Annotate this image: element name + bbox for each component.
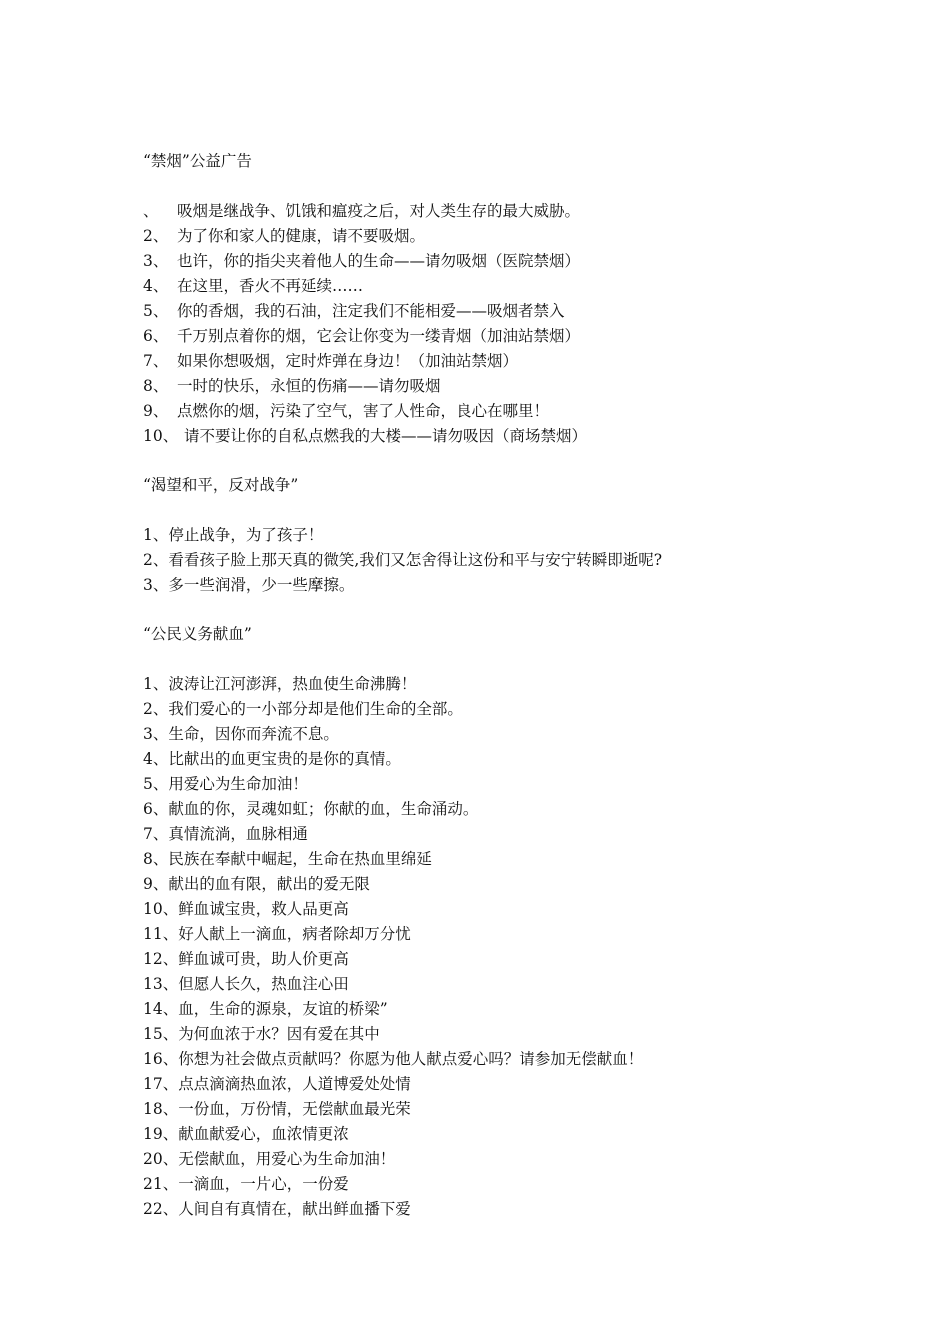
section-blood-donation <box>143 622 923 647</box>
list-item <box>143 922 923 947</box>
item-text: 点点滴滴热血浓，人道博爱处处情 <box>178 1075 411 1093</box>
section-blood-donation-list <box>143 672 923 1222</box>
item-number: 5、 <box>143 302 169 320</box>
list-item <box>143 847 923 872</box>
item-text: 鲜血诚宝贵，救人品更高 <box>178 900 349 918</box>
list-item <box>143 274 923 299</box>
item-text: 看看孩子脸上那天真的微笑,我们又怎舍得让这份和平与安宁转瞬即逝呢? <box>168 551 663 569</box>
list-item <box>143 722 923 747</box>
item-text: 献血的你，灵魂如虹；你献的血，生命涌动。 <box>168 800 479 818</box>
list-item <box>143 822 923 847</box>
list-item <box>143 1172 923 1197</box>
list-item <box>143 1097 923 1122</box>
item-number: 15、 <box>143 1025 179 1043</box>
item-number: 5、 <box>143 775 169 793</box>
list-item <box>143 249 923 274</box>
list-item <box>143 772 923 797</box>
item-number: 17、 <box>143 1075 179 1093</box>
list-item <box>143 399 923 424</box>
item-text: 献血献爱心，血浓情更浓 <box>178 1125 349 1143</box>
item-number: 10、 <box>143 427 179 445</box>
item-text: 比献出的血更宝贵的是你的真情。 <box>168 750 401 768</box>
list-item <box>143 697 923 722</box>
list-item <box>143 374 923 399</box>
item-text: 停止战争，为了孩子！ <box>168 526 324 544</box>
item-text: 生命，因你而奔流不息。 <box>168 725 339 743</box>
item-text: 无偿献血，用爱心为生命加油！ <box>178 1150 396 1168</box>
list-item <box>143 1197 923 1222</box>
item-text: 点燃你的烟，污染了空气，害了人性命，良心在哪里！ <box>177 402 550 420</box>
item-text: 千万别点着你的烟，它会让你变为一缕青烟（加油站禁烟） <box>177 327 581 345</box>
list-item <box>143 997 923 1022</box>
list-item <box>143 199 923 224</box>
item-text: 你想为社会做点贡献吗？你愿为他人献点爱心吗？请参加无偿献血！ <box>178 1050 644 1068</box>
item-number: 7、 <box>143 352 169 370</box>
item-number: 1、 <box>143 526 169 544</box>
item-text: 献出的血有限，献出的爱无限 <box>168 875 370 893</box>
item-text: 一滴血，一片心，一份爱 <box>178 1175 349 1193</box>
section-peace <box>143 473 923 498</box>
item-number: 2、 <box>143 227 169 245</box>
item-number: 10、 <box>143 900 179 918</box>
item-text: 民族在奉献中崛起，生命在热血里绵延 <box>168 850 432 868</box>
item-number: 13、 <box>143 975 179 993</box>
item-number: 18、 <box>143 1100 179 1118</box>
item-text: 你的香烟，我的石油，注定我们不能相爱——吸烟者禁入 <box>177 302 565 320</box>
item-text: 如果你想吸烟，定时炸弹在身边！（加油站禁烟） <box>177 352 519 370</box>
list-item <box>143 349 923 374</box>
item-text: 鲜血诚可贵，助人价更高 <box>178 950 349 968</box>
item-number: 2、 <box>143 551 169 569</box>
item-text: 用爱心为生命加油！ <box>168 775 308 793</box>
list-item <box>143 299 923 324</box>
item-text: 也许，你的指尖夹着他人的生命——请勿吸烟（医院禁烟） <box>177 252 581 270</box>
section-no-smoking <box>143 149 923 174</box>
item-number: 22、 <box>143 1200 179 1218</box>
item-text: 但愿人长久，热血注心田 <box>178 975 349 993</box>
list-item <box>143 897 923 922</box>
section-peace-list <box>143 523 923 598</box>
item-text: 血，生命的源泉，友谊的桥梁” <box>178 1000 388 1018</box>
item-number: 11、 <box>143 925 179 943</box>
item-text: 在这里，香火不再延续…… <box>177 277 364 295</box>
item-text: 吸烟是继战争、饥饿和瘟疫之后，对人类生存的最大威胁。 <box>177 202 581 220</box>
item-text: 波涛让江河澎湃，热血使生命沸腾！ <box>168 675 417 693</box>
item-number: 12、 <box>143 950 179 968</box>
item-number: 4、 <box>143 750 169 768</box>
item-number: 21、 <box>143 1175 179 1193</box>
item-number: 3、 <box>143 576 169 594</box>
item-number: 6、 <box>143 327 169 345</box>
list-item <box>143 672 923 697</box>
section-title: “禁烟”公益广告 <box>143 152 252 170</box>
list-item <box>143 747 923 772</box>
list-item <box>143 972 923 997</box>
item-text: 人间自有真情在，献出鲜血播下爱 <box>178 1200 411 1218</box>
list-item <box>143 523 923 548</box>
item-text: 好人献上一滴血，病者除却万分忧 <box>178 925 411 943</box>
item-text: 请不要让你的自私点燃我的大楼——请勿吸因（商场禁烟） <box>184 427 588 445</box>
item-number: 8、 <box>143 377 169 395</box>
list-item <box>143 1072 923 1097</box>
item-number: 4、 <box>143 277 169 295</box>
item-number: 1、 <box>143 675 169 693</box>
item-number: 、 <box>143 202 159 220</box>
item-number: 16、 <box>143 1050 179 1068</box>
item-number: 6、 <box>143 800 169 818</box>
item-text: 一份血，万份情，无偿献血最光荣 <box>178 1100 411 1118</box>
item-text: 一时的快乐，永恒的伤痛——请勿吸烟 <box>177 377 441 395</box>
list-item <box>143 424 923 449</box>
item-number: 3、 <box>143 725 169 743</box>
list-item <box>143 1022 923 1047</box>
item-number: 3、 <box>143 252 169 270</box>
item-text: 为了你和家人的健康，请不要吸烟。 <box>177 227 426 245</box>
item-number: 20、 <box>143 1150 179 1168</box>
item-text: 为何血浓于水？因有爱在其中 <box>178 1025 380 1043</box>
list-item <box>143 1122 923 1147</box>
section-no-smoking-list <box>143 199 923 449</box>
list-item <box>143 872 923 897</box>
list-item <box>143 224 923 249</box>
item-number: 7、 <box>143 825 169 843</box>
item-text: 真情流淌，血脉相通 <box>168 825 308 843</box>
list-item <box>143 324 923 349</box>
list-item <box>143 1147 923 1172</box>
item-text: 多一些润滑，少一些摩擦。 <box>168 576 355 594</box>
item-number: 9、 <box>143 402 169 420</box>
list-item <box>143 1047 923 1072</box>
list-item <box>143 947 923 972</box>
item-number: 19、 <box>143 1125 179 1143</box>
item-number: 8、 <box>143 850 169 868</box>
section-title: “公民义务献血” <box>143 625 252 643</box>
list-item <box>143 573 923 598</box>
item-number: 14、 <box>143 1000 179 1018</box>
list-item <box>143 797 923 822</box>
section-title: “渴望和平，反对战争” <box>143 476 299 494</box>
item-number: 2、 <box>143 700 169 718</box>
item-text: 我们爱心的一小部分却是他们生命的全部。 <box>168 700 463 718</box>
item-number: 9、 <box>143 875 169 893</box>
list-item <box>143 548 923 573</box>
